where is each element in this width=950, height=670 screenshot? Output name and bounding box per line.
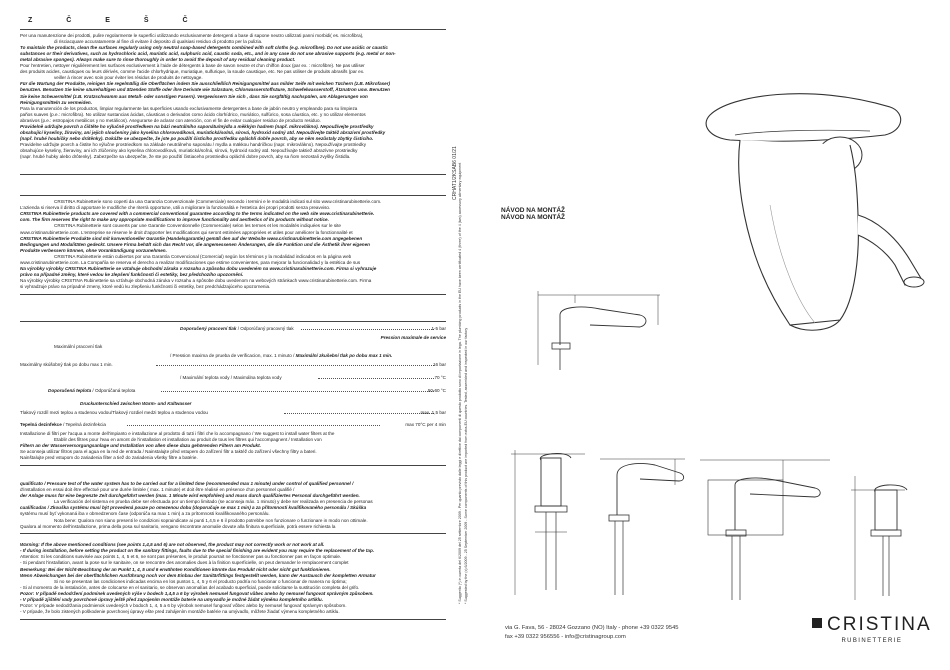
warranty-line: si vyhradzuje právo na prípadné zmeny, ktoré vedú ku zlepšeniu funkčnosti či estetiky, bez predchádzajúceho upozornenia. bbox=[20, 284, 271, 290]
spec-row bbox=[20, 353, 446, 362]
dimension-drawing-far-right bbox=[845, 470, 945, 610]
warranty-line: www.cristinarubinetterie.com. L'entreprise se réserve le droit d'apporter les modifications qui seront estimées appropriées et utiles pour améliorer la fonctionnalité et bbox=[20, 229, 353, 235]
warranty-line: Na výrobky výrobky CRISTINA Rubinetterie se vztahuje obchodní záruka v rozsahu a způsobu dobu uvedeném na www.cristinarubinetterie.com. Firma si vyhrazuje bbox=[20, 266, 377, 272]
dimension-drawing-middle bbox=[595, 445, 690, 610]
warnings-line: Pozor: V prípade nedodržania podmienok uvedených v bodoch 1, 4, 5 a 6 by výrobok nemusel fungovať vôbec alebo by nemusel fungovať správnym spôsobom. bbox=[20, 603, 347, 609]
warranty-line: Na výrobky výrobky CRISTINA Rubinetterie sa vzťahuje obchodná záruka v rozsahu a spôsobe dobu uvedenom na webových stránkach www.cristinarubinetterie.com. Firma bbox=[20, 278, 372, 284]
maintenance-line: Sie keine Scheuermittel (z.B. Kratzschwamm aus Metall- oder sonstigen Fasern). Vergewissern Sie sich , dass Sie sorgfältig nachspülen, um Ablagerungen von bbox=[20, 93, 368, 99]
maintenance-line: veiller à rincer avec soin pour éviter les résidus de produits de nettoyage. bbox=[54, 75, 203, 81]
dimension-drawing-right bbox=[690, 450, 840, 610]
header-chars: Z Č E Š Č bbox=[28, 17, 204, 24]
maintenance-line: Für die Wartung der Produkte, reinigen Sie regelmäßig die Oberflächen indem Sie ausschließlich Reinigungsmittel aus milder Seife mit weichen Tüchern (z.B. Mikrofaser) bbox=[20, 81, 391, 87]
install2-line: der Anlage muss für eine begrenzte Zeit durchgeführt werden (max. 1 Minute wird empfohlen) und muss durch qualifiziertes Personal durchgeführt werden. bbox=[20, 493, 360, 499]
maintenance-line: Pravidelně udržujte povrch a čištěte ho výlučně prostředkem na bázi neutrálního saponátu/mýdla a měkkým hadrem (např. mikrovlákno). Nepoužívejte prostředky bbox=[20, 124, 374, 129]
divider bbox=[20, 29, 446, 30]
install2-line: qualificato / Pressure test of the water system has to be carried out for a limited time (recommended max 1 minute) under control of qualified personnel / bbox=[20, 480, 354, 486]
test-label: / Pression maxima de prueba de verificacion, max. 1 minuto / bbox=[170, 352, 295, 358]
warnings-line: Wenn Abweichungen bei der oberflächlichen Ausführung noch vor dem Einbau der Sanitärfittings festgestellt werden, kann der Austausch der kompletten Armatur bbox=[20, 572, 376, 578]
logo-subtitle: RUBINETTERIE bbox=[841, 638, 903, 644]
maintenance-line: metal abrasive sponges). Always make sure to rinse thoroughly in order to avoid the deposit of any residual cleaning product. bbox=[20, 56, 296, 62]
side-note-2: * Suggested by the (c) 6/2009 - 25 September 2009 - Some components of this product are imported from extra-EU countries. Tested, assembled and inspected in our factory bbox=[464, 327, 468, 604]
warnings-section bbox=[20, 542, 446, 615]
disinfect-label: Tepelná dezinfekce bbox=[20, 421, 62, 427]
warnings-line: - V případě zjištění vady povrchové úpravy ještě před zapojením montáže baterie na umyvadlo je možné žádat výměnu kompletního artiklu. bbox=[20, 597, 324, 603]
logo-name: CRISTINA bbox=[827, 614, 932, 635]
maintenance-line: Reinigungsmitteln zu vermeiden. bbox=[20, 99, 92, 105]
divider bbox=[20, 174, 446, 175]
warranty-line: CRISTINA Rubinetterie products are covered with a commercial conventional guarantee according to the terms indicated on the web site www.cristinarubinetterie. bbox=[20, 211, 375, 217]
logo-square-icon bbox=[812, 618, 822, 628]
maintenance-line: Pour l'entretien, nettoyer régulièrement les surfaces exclusivement à l'aide de détergents à base de savon neutre et d'un chiffon doux (par ex. : microfibre). Ne pas utiliser bbox=[20, 63, 365, 69]
warranty-line: com. The firm reserves the right to make any appropriate modifications to improve functionality and aesthetics of its products without notice. bbox=[20, 217, 329, 223]
side-note: * Suggerito (*) in cuenta del 6/2009 del 25 settembre 2009 - Per quanto previsto dalle leggi e direttive dai componenti di questo prodotto sono di importazione in lega. The plumbing products in the EU have been certificated 4 (three) of the 4 (two) accessory alimentary equipment bbox=[458, 162, 462, 604]
install-line: Se aconseja utilizar filtros para el agua en la red de entrada / Nainstalujte před vstupem do zařízení filtr a taktéž do zařízení všechny filtry a bateri. bbox=[20, 449, 317, 455]
warranty-line: právo na případné změny, které vedou ke zlepšení funkčnosti či estetiky, bez předchozího upozornění. bbox=[20, 272, 244, 278]
spec-row bbox=[20, 335, 446, 344]
hot-cold-heading: Druckunterschied zwischen Warm- und Kaltwasser bbox=[80, 400, 192, 406]
spec-row bbox=[20, 410, 446, 419]
install-section bbox=[20, 431, 446, 461]
install-line: Installazione di filtri per l'acqua a monte dell'impianto e installazione al prodotto di tutti i filtri che lo accompagnano / We suggest to install water filters at the bbox=[20, 430, 335, 436]
warnings-line: Attention: Si les conditions susvisée aux points 1, 4, 5 et 6, ne sont pas présentes, le produit pourrait ne fonctionner pas ou fonctionner pas en façon optimale. bbox=[20, 554, 342, 560]
faucet-illustration bbox=[690, 85, 940, 365]
disinfect-value: max 70°C per 4 min bbox=[405, 421, 446, 427]
warnings-line: Warning: If the above mentioned conditions (see points 1,4,5 and 6) are not observed, the product may not correctly work or not work at all. bbox=[20, 542, 325, 548]
maintenance-line: Para la manutención de los productos, limpiar regularmente las superficies usando exclusivamente detergentes a base de jabón neutro y empleando para su limpieza bbox=[20, 105, 358, 111]
warranty-line: www.cristinarubinetterie.com. La Compañía se reserva el derecho a realizar modificaciones que estime convenientes, para mejorar la funcionalidad y la estética de sus bbox=[20, 260, 361, 265]
document-code: CRHAT1/2KSAB6 01/21 bbox=[452, 146, 458, 200]
maintenance-line: obsahujúce kyseliny, žieraviny, ani ich zlúčeniny ako kyselina chlorovodíková, muriatická/soľná, sírová, hydroxid sodný atd. Nepoužívajte taktiež abrazívne prostriedky bbox=[20, 148, 358, 154]
maintenance-line: abrasivos (p.e.: estropajos metálicos y no metálicos). Asegurarse de aclarar con atención, con el fin de evitar cualquier residuo de producto residuo. bbox=[20, 117, 321, 123]
test-label-sk: Maximálny skúšobný tlak po dobu max 1 min. bbox=[20, 361, 113, 367]
spec-row bbox=[20, 326, 446, 335]
test-label-cz: Maximální zkušební tlak po dobu max 1 min. bbox=[295, 352, 393, 358]
warnings-line: Bemerkung: Bei der Nicht-Beachtung der an Punkt 1, 4, 5 und 6 erwähnten Konditionen könnte das Produkt nicht oder nicht gut funktionieren. bbox=[20, 566, 331, 572]
temp-label: Doporučená teplota bbox=[48, 387, 92, 393]
specs-section bbox=[20, 326, 446, 431]
warranty-line: Produkte verbessern können, ohne Vorankündigung vorzunehmen. bbox=[20, 247, 167, 253]
warranty-section bbox=[20, 199, 446, 290]
warranty-line: CRISTINA Rubinetterie están cubiertos por una Garantía Convencional (Comercial) según los términos y la modalidad indicados en la página web bbox=[54, 253, 352, 259]
dimension-drawing-left bbox=[505, 440, 595, 605]
spec-row bbox=[20, 375, 446, 384]
warnings-line: - V prípade, že bolo zistených poškodenie povrchovej úpravy ešte pred zahájením montáže batérie na umývadlo, môžete žiadať výmenu kompletného artiklu. bbox=[20, 609, 340, 615]
maintenance-line: benutzen. Benutzen Sie keine säurehaltigen und ätzenden Stoffe oder ihre Derivate wie Salzsäure, Chlorwasserstoffsäure, Schwefelwasserstoff, Ätznatron usw. Benutzen bbox=[20, 87, 390, 93]
install-line: Nainštalujte pred vstupom do zariadenia filter a tiež do zariadenia všetky filtre a batérie. bbox=[20, 455, 198, 461]
maintenance-line: obsahující kyseliny, žíraviny, ani jejich sloučeniny jako kyselina chlorovodíková, muriatická/solná, sírová, hydroxid sodný atd. Nepoužívejte taktéž abrazivní prostředky bbox=[20, 130, 386, 136]
assembly-title-cz: NÁVOD NA MONTÁŽ bbox=[501, 207, 566, 214]
install-line: Etablir des filtres pour l'eau en amont de l'installation et installation au produit de tous les filtres qui l'accompagnent / Installation von bbox=[54, 437, 322, 443]
contact-address: via G. Fava, 56 - 28024 Gozzano (NO) Italy - phone +39 0322 9545 bbox=[505, 625, 679, 631]
warnings-line: Pozor: V případě nedodržení podmínek uvedených výše v bodech 1,4,5 a 6 by výrobek nemusel fungovat vůbec anebo by nemusel fungovat správným způsobem. bbox=[20, 590, 374, 596]
warnings-line: - Si al momento de la instalación, antes de colocarse en el sanitario, se observan anomalías del acabado superficial, puede solicitarse la sustitución completa del grifo. bbox=[20, 584, 360, 590]
spec-row bbox=[20, 422, 446, 431]
install-line: Filtern an der Wasserversorgungsanlage und Installation von allen diese dazu gehörenden Filtern am Produkt. bbox=[20, 443, 261, 449]
pressure-extra: Pression maximale de service bbox=[380, 334, 446, 340]
maintenance-line: (napr. hrubé hubky alebo drôtenky). Zabezpečte sa ubezpečte, že ste po použití čistiaceho prostriedku opláchli dobre povrch, aby sa ňom nezostali zvyšky čistidla. bbox=[20, 154, 351, 160]
spec-row bbox=[20, 362, 446, 371]
divider bbox=[20, 533, 446, 534]
warranty-line: CRISTINA Rubinetterie sont couverts par une Garantie Conventionnelle (Commerciale) selon les termes et les modalités indiquées sur le site bbox=[54, 223, 341, 229]
install-test-section bbox=[20, 481, 446, 529]
divider bbox=[20, 321, 446, 322]
install2-line: Qualora al momento dell'installazione, prima della posa sul sanitario, vengano riscontrate anomalie dovute alla finitura superficiale, potrà essere richiesta la bbox=[20, 523, 336, 529]
divider bbox=[20, 294, 446, 295]
install2-line: Nota bene: Qualora non siano presenti le condizioni sopraindicate ai punti 1,4,5 e 6 il prodotto potrebbe non funzionare o funzionare in modo non ottimale. bbox=[54, 517, 368, 523]
dimension-drawing-top bbox=[520, 285, 680, 375]
install2-line: d'installation en essai doit être effectué pour une durée limitée ( max. 1 minute) et doit être réalisé en présence d'un personnel qualifié / bbox=[20, 487, 295, 493]
pressure-max-label: Maximální pracovní tlak bbox=[54, 343, 103, 349]
pressure-label: Doporučený pracovní tlak bbox=[180, 325, 237, 331]
hot-cold-label: Tlakový rozdíl mezi teplou a studenou vodou/Tlakový rozdiel medzi teplou a studenou vodou bbox=[20, 409, 208, 415]
spec-row bbox=[20, 344, 446, 353]
maintenance-line: Pravidelne udržujte povrch a čistite ho výlučne prostriedkom na základe neutrálneho saponátu / mydla a mäkkou handričkou (napr. mikrovlákno). Nepoužívajte prostriedky bbox=[20, 142, 366, 148]
temp-label-sk: / Odporúčaná teplota bbox=[92, 387, 136, 393]
maintenance-line: paños suaves (p.e.: microfibra). No utilizar sustancias ácidas, cáusticas o derivados como ácido clorhídrico, muriático, sulfúrico, sosa cáustica, etc. y no utilizar elementos bbox=[20, 111, 366, 117]
text-column bbox=[20, 18, 446, 623]
maintenance-line: (např. hrubé houbičky nebo drátěnky). Dokážte se ubezpečte, že jste po použití čisticího prostředku opláchli dobře povrch, aby se něm nezůstaly zbytky čisticího. bbox=[20, 136, 374, 142]
maintenance-line: To maintain the products, clean the surfaces regularly using only neutral soap-based detergents combined with soft cloths (e.g. microfibre). Do not use acidic or caustic bbox=[20, 44, 388, 50]
maintenance-line: di risciacquare accuratamente al fine di evitare il deposito di qualsiasi residuo di prodotto per la pulizia. bbox=[54, 38, 263, 44]
contact-fax: fax +39 0322 956556 - info@cristinagroup.com bbox=[505, 634, 626, 640]
install2-line: systému musí byť vykonaná iba v obmedzenom čase (odporúča sa max 1 min) a za prítomnosti kvalifikovaného personálu. bbox=[20, 511, 270, 517]
maintenance-line: substances or their derivatives, such as hydrochloric acid, muriatic acid, sulphuric acid, caustic soda, etc., and in any case do not use abrasive supports (e.g. metal or non- bbox=[20, 50, 396, 56]
install2-line: La verificación del sistema en prueba debe ser efectuada por un tiempo limitado (se aconseja máx. 1 minuto) y debe ser realizada en presencia de personas bbox=[54, 499, 373, 505]
pressure-value: 1-5 bar bbox=[431, 325, 446, 331]
temp-max-label: / Maximální teplota vody / Maximálna teplota vody bbox=[180, 374, 282, 380]
divider bbox=[20, 619, 446, 620]
maintenance-section bbox=[20, 33, 446, 160]
assembly-title bbox=[501, 207, 565, 221]
spec-row bbox=[20, 401, 446, 410]
maintenance-line: Per una manutenzione dei prodotti, pulire regolarmente le superfici utilizzando esclusivamente detergenti a base di sapone neutro utilizzati panni morbidi( es. microfibra), bbox=[20, 32, 364, 38]
warnings-line: - Si pendant l'installation, avant la pose sur le sanitaire, on se rencontre des anomalies dues à la finition superficielle, on peut demander le remplacement complet bbox=[20, 560, 349, 566]
warranty-line: CRISTINA Rubinetterie sono coperti da una Garanzia Convenzionale (Commerciale) secondo i termini e le modalità indicati sul sito www.cristinarubinetterie.com. bbox=[54, 199, 382, 205]
pressure-label-sk: / Odporúčaný pracovný tlak bbox=[237, 325, 294, 331]
test-value: 16 bar bbox=[432, 361, 446, 367]
maintenance-line: des produits acides, caustiques ou leurs dérivés, comme l'acide chlorhydrique, muriatique, sulfurique, la soude caustique, etc. Ne pas utiliser de produits abrasifs (par ex. bbox=[20, 69, 365, 75]
temp-value: 50-60 °C bbox=[427, 387, 446, 393]
temp-max-value: 70 °C bbox=[434, 374, 446, 380]
contact-block bbox=[505, 624, 679, 642]
warranty-line: CRISTINA Rubinetterie Produkte sind mit konventioneller Garantie (Handelsgarantie) gemäß den auf der Website www.cristinarubinetterie.com angegebenen bbox=[20, 235, 363, 241]
hot-cold-value: max. 1,5 bar bbox=[420, 409, 446, 415]
install2-line: cualificadas / Zkouška systému musí být provedená pouze po omezenou dobu (doporučuje se max 1 min) a za přítomnosti kvalifikovaného personálu / Skúška bbox=[20, 505, 367, 511]
spec-row bbox=[20, 388, 446, 397]
warranty-line: L'azienda si riserva il diritto di apportare le modifiche che riterrà opportune, utili a migliorare la funzionalità e l'estetica dei propri prodotti senza preavviso. bbox=[20, 205, 331, 211]
divider bbox=[20, 465, 446, 466]
warnings-line: - If during installation, before setting the product on the sanitary fittings, faults due to the special finishing are evident you may require the replacement of the tap. bbox=[20, 548, 375, 554]
assembly-title-sk: NÁVOD NA MONTÁŽ bbox=[501, 214, 566, 221]
disinfect-label-sk: / Tepelná dezinfekcia bbox=[63, 421, 106, 427]
warranty-line: Bedingungen und Modalitäten gedeckt. Unsere Firma behält sich das Recht vor, die angemessenen Änderungen, die die Funktion und die Ästhetik ihrer eigenen bbox=[20, 241, 370, 247]
warnings-line: Si no se presentan las condiciones indicadas encima en los puntos 1, 4, 5 y 6 el producto podría no funcionar o funcionar de manera no óptima; bbox=[54, 578, 347, 584]
divider bbox=[20, 195, 446, 196]
cristina-logo bbox=[812, 614, 932, 644]
